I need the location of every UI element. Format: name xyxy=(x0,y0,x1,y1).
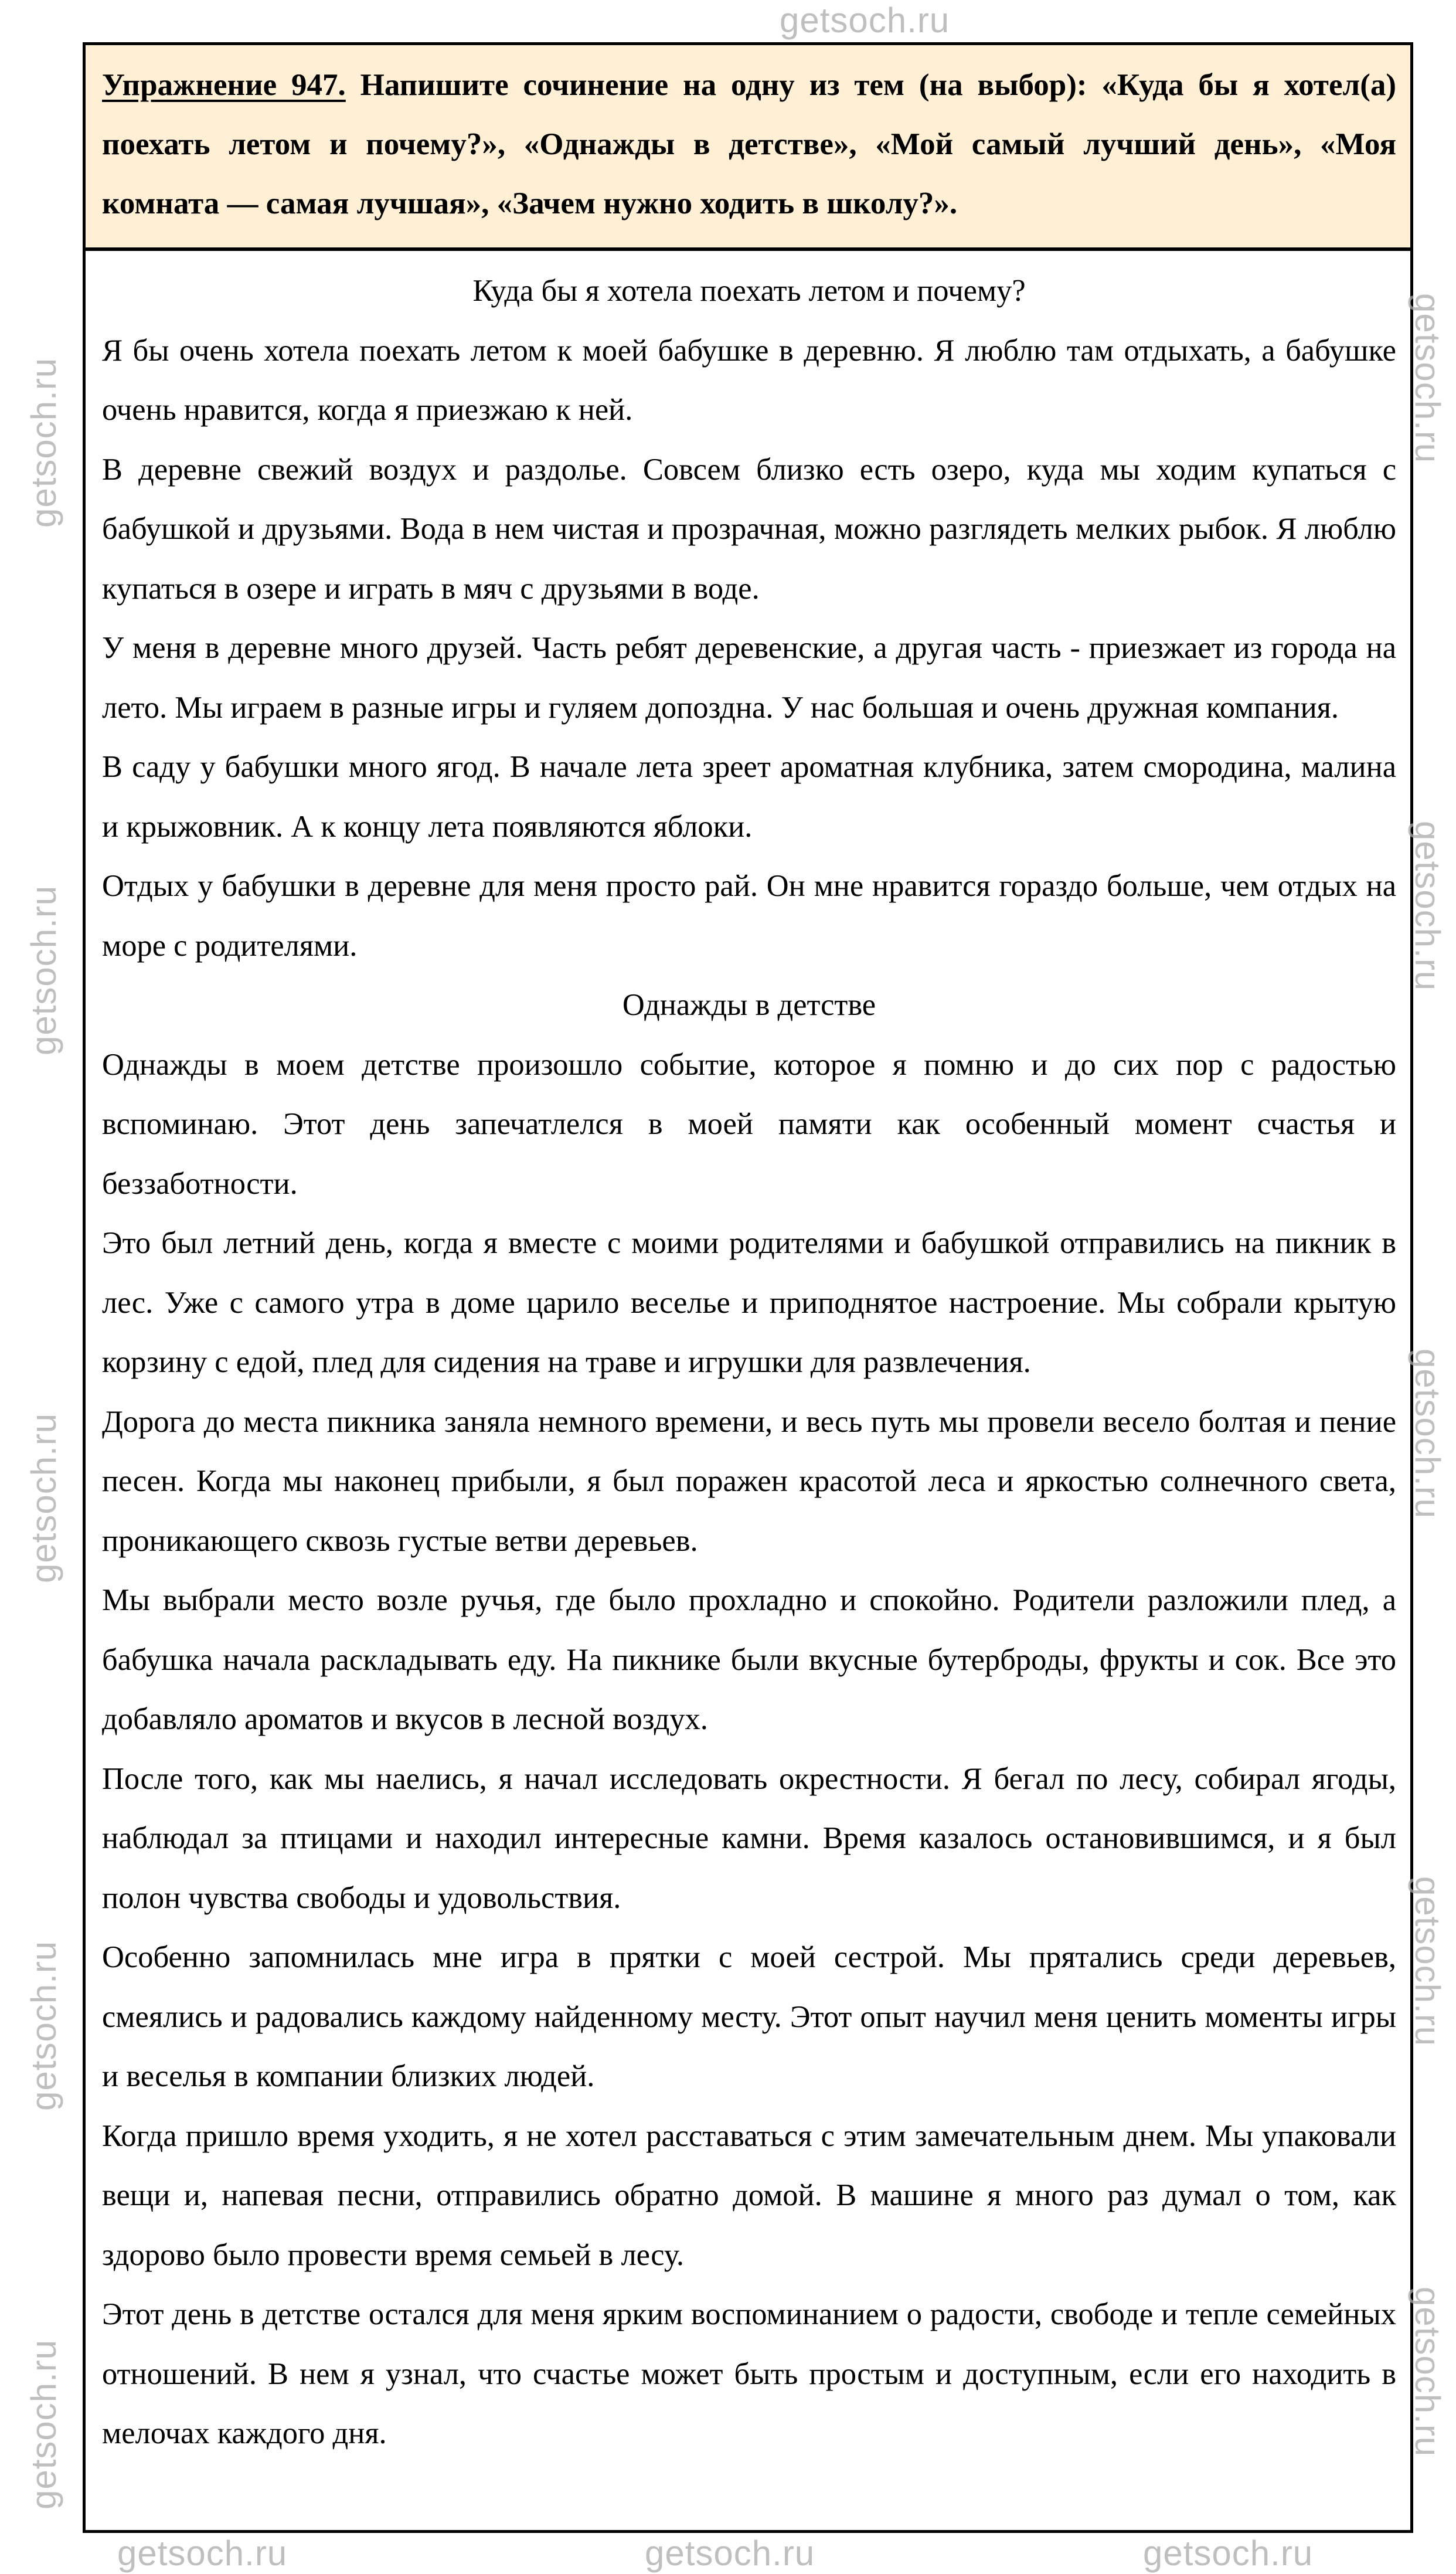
watermark: getsoch.ru xyxy=(24,1412,63,1583)
watermark: getsoch.ru xyxy=(1408,1349,1447,1519)
essay-childhood xyxy=(102,976,1396,2464)
watermark: getsoch.ru xyxy=(24,1940,63,2111)
watermark: getsoch.ru xyxy=(117,2534,288,2573)
watermark: getsoch.ru xyxy=(780,1,950,40)
essay-paragraph: В деревне свежий воздух и раздолье. Совсем близко есть озеро, куда мы ходим купаться с бабушкой и друзьями. Вода в нем чистая и прозрачная, можно разглядеть мелких рыбок. Я люблю купаться в озере и играть в мяч с друзьями в воде. xyxy=(102,452,1396,606)
exercise-label: Упражнение 947. xyxy=(102,68,346,102)
exercise-header xyxy=(86,45,1410,251)
watermark: getsoch.ru xyxy=(1408,293,1447,464)
essay-paragraph: Этот день в детстве остался для меня ярким воспоминанием о радости, свободе и тепле семейных отношений. В нем я узнал, что счастье может быть простым и доступным, если его находить в мелочах каждого дня. xyxy=(102,2297,1396,2450)
essay-title: Куда бы я хотела поехать летом и почему? xyxy=(472,274,1026,308)
watermark: getsoch.ru xyxy=(24,885,63,1055)
essay-paragraph: Отдых у бабушки в деревне для меня просто рай. Он мне нравится гораздо больше, чем отдых на море с родителями. xyxy=(102,869,1396,963)
watermark: getsoch.ru xyxy=(645,2534,815,2573)
watermark: getsoch.ru xyxy=(1408,2287,1447,2457)
essay-paragraph: Мы выбрали место возле ручья, где было прохладно и спокойно. Родители разложили плед, а бабушка начала раскладывать еду. На пикнике были вкусные бутерброды, фрукты и сок. Все это добавляло ароматов и вкусов в лесной воздух. xyxy=(102,1583,1396,1736)
essay-paragraph: Особенно запомнилась мне игра в прятки с моей сестрой. Мы прятались среди деревьев, смеялись и радовались каждому найденному месту. Этот опыт научил меня ценить моменты игры и веселья в компании близких людей. xyxy=(102,1940,1396,2093)
watermark: getsoch.ru xyxy=(24,357,63,528)
essay-paragraph: Это был летний день, когда я вместе с моими родителями и бабушкой отправились на пикник в лес. Уже с самого утра в доме царило веселье и приподнятое настроение. Мы собрали крытую корзину с едой, плед для сидения на траве и игрушки для развлечения. xyxy=(102,1226,1396,1379)
essay-paragraph: Я бы очень хотела поехать летом к моей бабушке в деревню. Я люблю там отдыхать, а бабушке очень нравится, когда я приезжаю к ней. xyxy=(102,333,1396,427)
watermark: getsoch.ru xyxy=(24,2339,63,2510)
essay-paragraph: Когда пришло время уходить, я не хотел расставаться с этим замечательным днем. Мы упаковали вещи и, напевая песни, отправились обратно домой. В машине я много раз думал о том, как здорово было провести время семьей в лесу. xyxy=(102,2118,1396,2272)
watermark: getsoch.ru xyxy=(1408,821,1447,991)
watermark: getsoch.ru xyxy=(1143,2534,1314,2573)
essay-paragraph: После того, как мы наелись, я начал исследовать окрестности. Я бегал по лесу, собирал ягоды, наблюдал за птицами и находил интересные камни. Время казалось остановившимся, и я был полон чувства свободы и удовольствия. xyxy=(102,1761,1396,1915)
essay-summer xyxy=(102,262,1396,976)
answer-content xyxy=(86,251,1410,2464)
essay-paragraph: В саду у бабушки много ягод. В начале лета зреет ароматная клубника, затем смородина, малина и крыжовник. А к концу лета появляются яблоки. xyxy=(102,750,1396,844)
exercise-task: Напишите сочинение на одну из тем (на выбор): «Куда бы я хотел(а) поехать летом и почему?», «Однажды в детстве», «Мой самый лучший день», «Моя комната — самая лучшая», «Зачем нужно ходить в школу?». xyxy=(102,68,1397,220)
essay-title: Однажды в детстве xyxy=(622,988,876,1022)
essay-paragraph: Однажды в моем детстве произошло событие, которое я помню и до сих пор с радостью вспоминаю. Этот день запечатлелся в моей памяти как особенный момент счастья и беззаботности. xyxy=(102,1047,1396,1201)
exercise-card xyxy=(83,42,1413,2533)
essay-paragraph: Дорога до места пикника заняла немного времени, и весь путь мы провели весело болтая и пение песен. Когда мы наконец прибыли, я был поражен красотой леса и яркостью солнечного света, проникающего сквозь густые ветви деревьев. xyxy=(102,1404,1396,1558)
watermark: getsoch.ru xyxy=(1408,1876,1447,2047)
essay-paragraph: У меня в деревне много друзей. Часть ребят деревенские, а другая часть - приезжает из города на лето. Мы играем в разные игры и гуляем допоздна. У нас большая и очень дружная компания. xyxy=(102,631,1396,725)
